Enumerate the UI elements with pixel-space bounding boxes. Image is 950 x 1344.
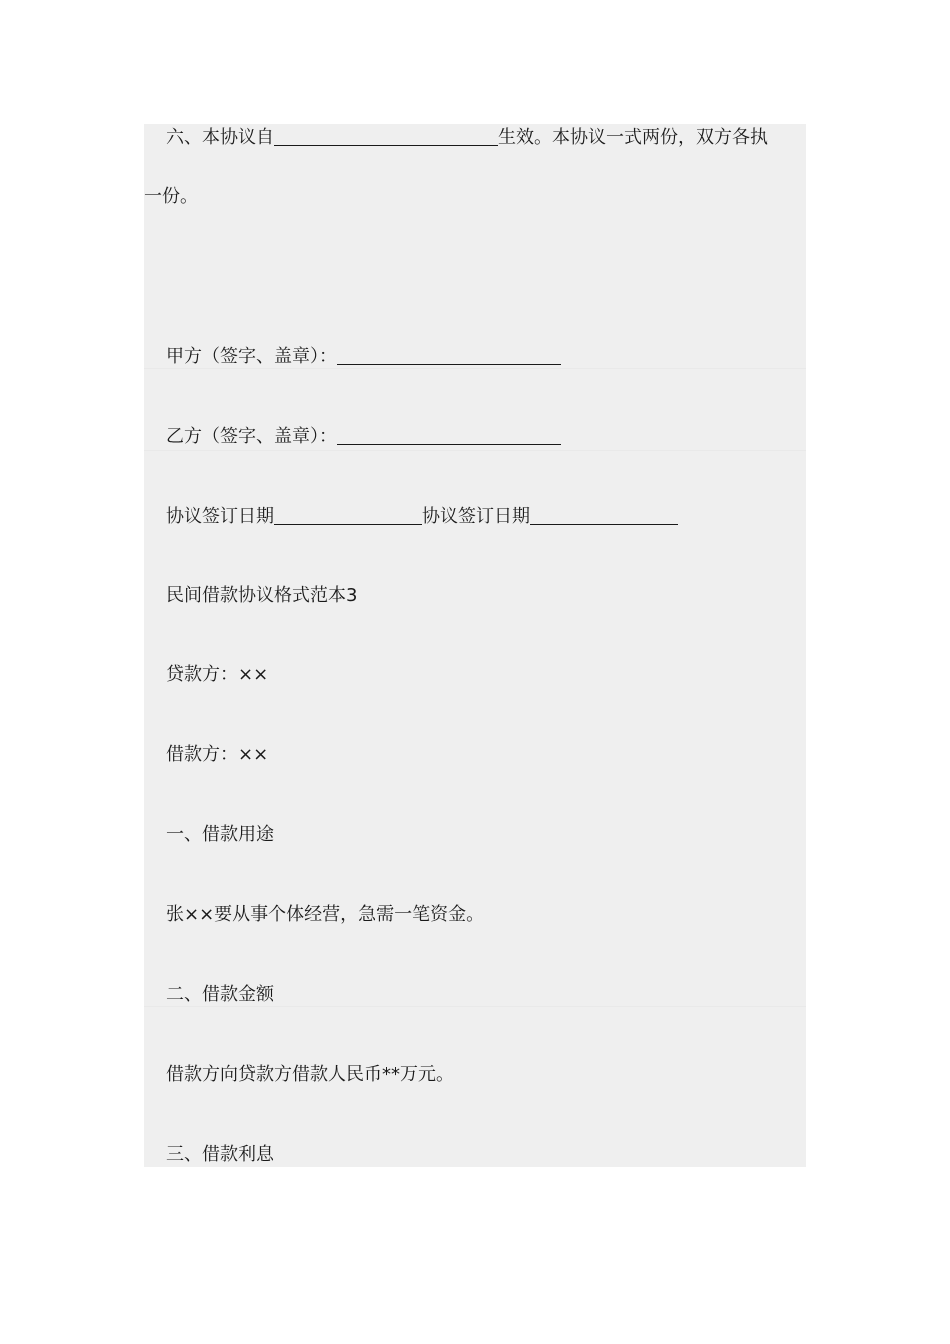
clause-6-continuation: 一份。: [144, 186, 198, 207]
section-2-body: 借款方向贷款方借款人民币**万元。: [166, 1064, 454, 1085]
sign-date-label-1: 协议签订日期: [166, 506, 274, 527]
clause-6-line: [166, 125, 768, 150]
sample-title: 民间借款协议格式范本3: [166, 585, 358, 606]
section-1-title: 一、借款用途: [166, 824, 274, 845]
party-a-signature-blank[interactable]: [337, 344, 561, 365]
party-a-label: 甲方（签字、盖章）：: [166, 346, 337, 367]
sign-date-line: [166, 504, 678, 529]
borrower-line: 借款方：××: [166, 744, 269, 765]
party-a-line: [166, 344, 561, 369]
section-2-title: 二、借款金额: [166, 984, 274, 1005]
party-b-label: 乙方（签字、盖章）：: [166, 426, 337, 447]
document-page: [144, 124, 806, 1167]
section-3-title: 三、借款利息: [166, 1144, 274, 1165]
party-b-line: [166, 424, 561, 449]
sign-date-blank-2[interactable]: [530, 504, 678, 525]
effective-date-blank[interactable]: [274, 125, 498, 146]
section-1-body: 张××要从事个体经营，急需一笔资金。: [166, 904, 485, 925]
separator: [144, 450, 806, 451]
sign-date-label-2: 协议签订日期: [422, 506, 530, 527]
clause-6-suffix: 生效。本协议一式两份，双方各执: [498, 127, 768, 148]
sign-date-blank-1[interactable]: [274, 504, 422, 525]
clause-6-prefix: 六、本协议自: [166, 127, 274, 148]
party-b-signature-blank[interactable]: [337, 424, 561, 445]
lender-line: 贷款方：××: [166, 664, 269, 685]
